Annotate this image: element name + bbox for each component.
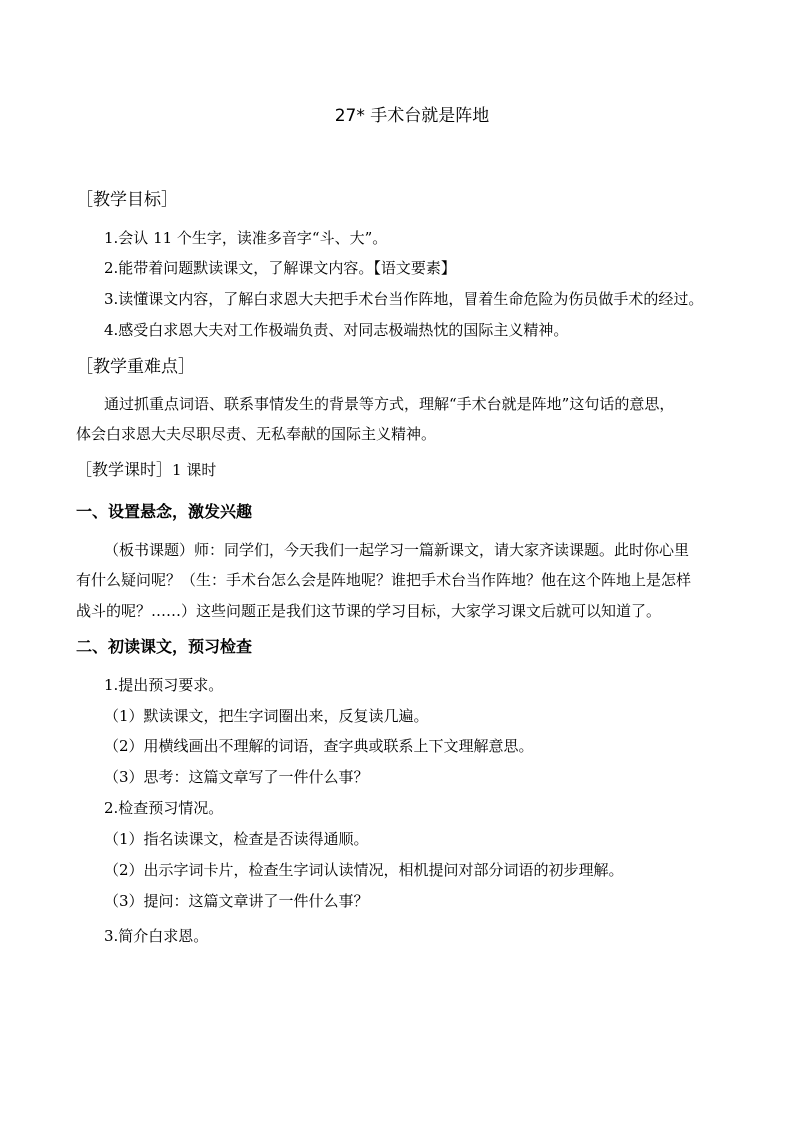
- class-hours-heading: ［教学课时］: [76, 460, 173, 479]
- lesson-title: 27* 手术台就是阵地: [334, 106, 490, 126]
- section-2-heading: 二、初读课文，预习检查: [76, 637, 253, 656]
- objective-item: 4.感受白求恩大夫对工作极端负责、对同志极端热忱的国际主义精神。: [104, 321, 569, 339]
- section-2-item: （1）默读课文，把生字词圈出来，反复读几遍。: [104, 707, 429, 725]
- objective-item: 1.会认 11 个生字，读准多音字“斗、大”。: [104, 229, 388, 247]
- section-2-item: 1.提出预习要求。: [104, 676, 224, 694]
- class-hours-value: 1 课时: [172, 461, 217, 479]
- objective-item: 3.读懂课文内容，了解白求恩大夫把手术台当作阵地，冒着生命危险为伤员做手术的经过。: [104, 290, 704, 308]
- section-2-item: （3）思考：这篇文章写了一件什么事？: [104, 768, 369, 786]
- section-1-text: 战斗的呢？……）这些问题正是我们这节课的学习目标，大家学习课文后就可以知道了。: [76, 602, 662, 620]
- section-2-item: 3.简介白求恩。: [104, 927, 209, 945]
- section-2-item: 2.检查预习情况。: [104, 799, 224, 817]
- section-2-item: （3）提问：这篇文章讲了一件什么事？: [104, 892, 369, 910]
- key-points-text: 体会白求恩大夫尽职尽责、无私奉献的国际主义精神。: [76, 425, 437, 443]
- class-hours-row: [76, 459, 216, 481]
- section-1-heading: 一、设置悬念，激发兴趣: [76, 502, 253, 521]
- section-1-text: （板书课题）师：同学们，今天我们一起学习一篇新课文，请大家齐读课题。此时你心里: [104, 541, 690, 559]
- section-2-item: （1）指名读课文，检查是否读得通顺。: [104, 830, 369, 848]
- key-points-text: 通过抓重点词语、联系事情发生的背景等方式，理解“手术台就是阵地”这句话的意思，: [104, 395, 675, 413]
- section-1-text: 有什么疑问呢？（生：手术台怎么会是阵地呢？谁把手术台当作阵地？他在这个阵地上是怎样: [76, 571, 692, 589]
- objectives-heading: ［教学目标］: [76, 190, 178, 210]
- key-points-heading: ［教学重难点］: [76, 357, 195, 377]
- section-2-item: （2）出示字词卡片，检查生字词认读情况，相机提问对部分词语的初步理解。: [104, 861, 624, 879]
- objective-item: 2.能带着问题默读课文，了解课文内容。【语文要素】: [104, 259, 456, 277]
- section-2-item: （2）用横线画出不理解的词语，查字典或联系上下文理解意思。: [104, 737, 534, 755]
